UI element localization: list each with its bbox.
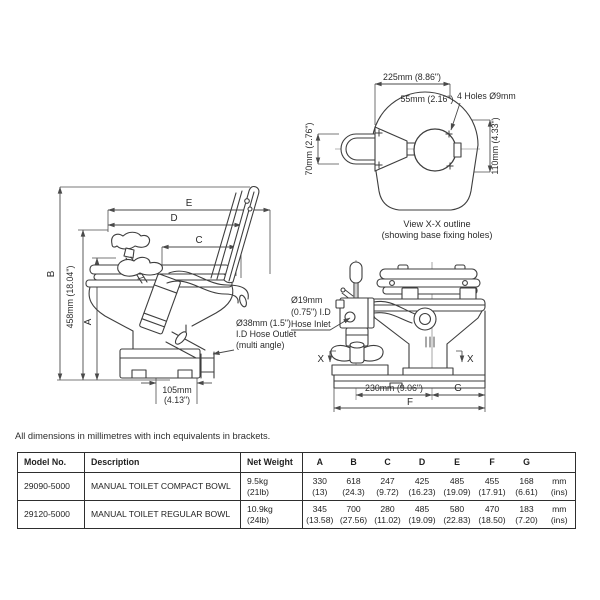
dim-b-label: B	[46, 270, 57, 278]
dim-c-cell: 247 (9.72)	[371, 473, 405, 501]
dim-e-cell: 580 (22.83)	[440, 501, 475, 529]
dim-d-cell: 425 (16.23)	[405, 473, 440, 501]
dim-g-cell: 168 (6.61)	[510, 473, 544, 501]
hose-outlet-label: Ø38mm (1.5")	[236, 318, 291, 328]
svg-text:(4.13"): (4.13")	[163, 395, 191, 405]
dim-e-cell: 485 (19.09)	[440, 473, 475, 501]
weight-cell: 9.5kg (21lb)	[241, 473, 303, 501]
dim-pump-offset-label: 230mm (9.06")	[365, 383, 423, 393]
dim-g-cell: 183 (7.20)	[510, 501, 544, 529]
dimension-table	[17, 452, 576, 529]
header-dim-a: A	[303, 453, 337, 473]
dim-width-label: 225mm (8.86")	[383, 72, 441, 82]
section-marker-right: X	[467, 354, 474, 365]
section-marker-left: X	[317, 354, 324, 365]
dim-b-cell: 700 (27.56)	[337, 501, 371, 529]
header-unit	[544, 453, 576, 473]
pump-t-handle	[112, 232, 150, 249]
dim-f-cell: 455 (17.91)	[475, 473, 510, 501]
dim-a-label: A	[83, 318, 94, 326]
view-xx-caption-sub: (showing base fixing holes)	[381, 230, 493, 240]
header-dim-c: C	[371, 453, 405, 473]
header-dim-g: G	[510, 453, 544, 473]
svg-text:I.D Hose Outlet: I.D Hose Outlet	[236, 329, 297, 339]
dim-g-label: G	[454, 383, 462, 394]
dim-plate-height-label: 110mm (4.33")	[490, 117, 500, 175]
dim-a-cell: 345 (13.58)	[303, 501, 337, 529]
dim-c-cell: 280 (11.02)	[371, 501, 405, 529]
unit-cell: mm (ins)	[544, 501, 576, 529]
description-cell: MANUAL TOILET REGULAR BOWL	[85, 501, 241, 529]
holes-label: 4 Holes Ø9mm	[457, 91, 516, 101]
svg-text:(0.75") I.D: (0.75") I.D	[291, 307, 331, 317]
dim-f-label: F	[407, 397, 413, 408]
dim-d-cell: 485 (19.09)	[405, 501, 440, 529]
dim-e-label: E	[185, 198, 193, 209]
header-model: Model No.	[18, 453, 85, 473]
dim-a-cell: 330 (13)	[303, 473, 337, 501]
dim-offset-label: 105mm	[162, 385, 192, 395]
header-dim-d: D	[405, 453, 440, 473]
svg-text:(multi angle): (multi angle)	[236, 340, 285, 350]
weight-cell: 10.9kg (24lb)	[241, 501, 303, 529]
dimension-note: All dimensions in millimetres with inch equivalents in brackets.	[15, 431, 271, 441]
view-xx-caption: View X-X outline	[403, 219, 471, 229]
table-header-row	[18, 453, 576, 473]
header-dim-f: F	[475, 453, 510, 473]
unit-cell: mm (ins)	[544, 473, 576, 501]
header-net-weight: Net Weight	[241, 453, 303, 473]
dim-b-cell: 618 (24.3)	[337, 473, 371, 501]
dim-d-label: D	[170, 213, 178, 224]
description-cell: MANUAL TOILET COMPACT BOWL	[85, 473, 241, 501]
svg-text:Hose Inlet: Hose Inlet	[291, 319, 331, 329]
table-row	[18, 501, 576, 529]
view-xx-drawing	[295, 61, 595, 243]
model-cell: 29120-5000	[18, 501, 85, 529]
dim-f-cell: 470 (18.50)	[475, 501, 510, 529]
dim-hole-offset-label: 55mm (2.16")	[400, 94, 454, 104]
dim-height-label: 458mm (18.04")	[65, 265, 75, 329]
model-cell: 29090-5000	[18, 473, 85, 501]
table-row	[18, 473, 576, 501]
side-view-drawing	[20, 182, 310, 410]
header-description: Description	[85, 453, 241, 473]
front-view-drawing	[290, 242, 590, 436]
dim-handle-height-label: 70mm (2.76")	[304, 122, 314, 176]
header-dim-b: B	[337, 453, 371, 473]
header-dim-e: E	[440, 453, 475, 473]
dim-c-label: C	[195, 235, 203, 246]
hose-inlet-label: Ø19mm	[291, 295, 323, 305]
